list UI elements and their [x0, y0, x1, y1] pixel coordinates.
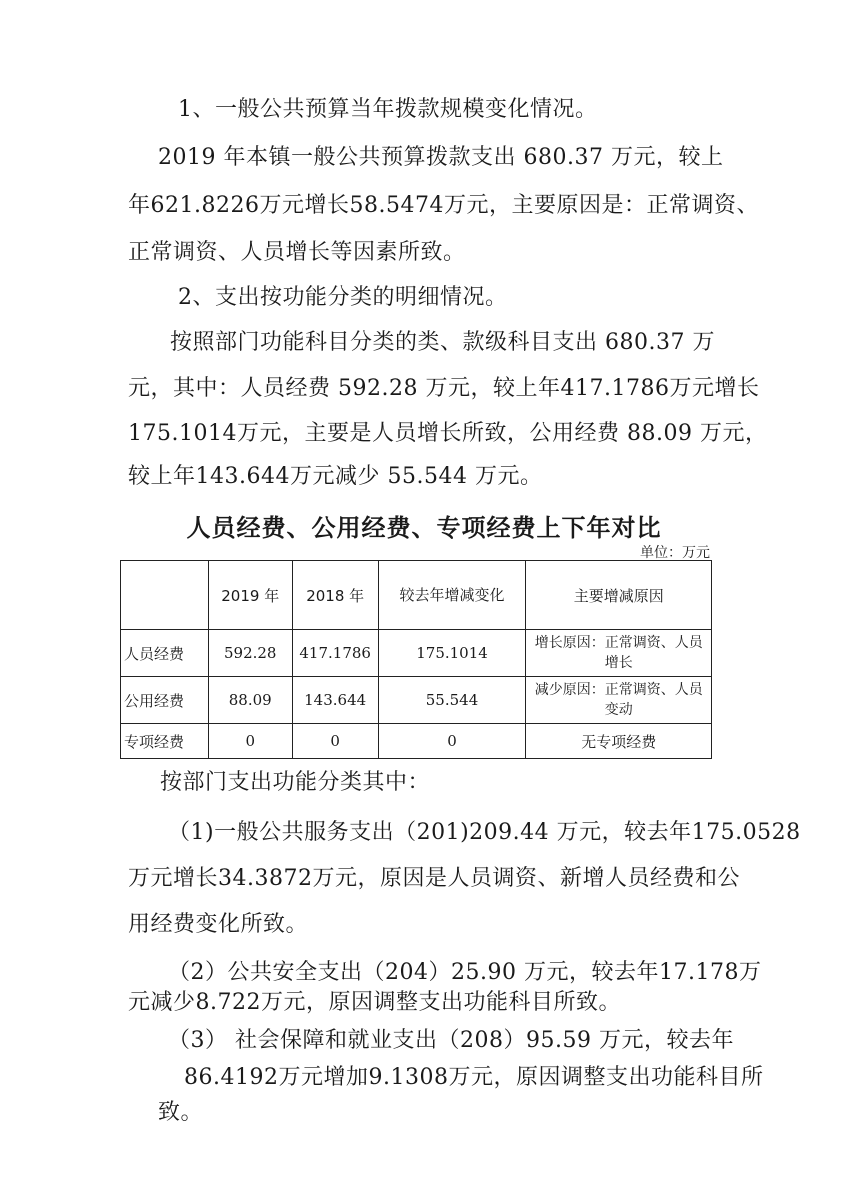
header-cell	[121, 561, 209, 630]
paragraph-line: 86.4192万元增加9.1308万元，原因调整支出功能科目所	[184, 1065, 764, 1090]
header-cell: 2018 年	[292, 561, 378, 630]
paragraph-line: 正常调资、人员增长等因素所致。	[128, 240, 466, 265]
table-cell: 417.1786	[292, 630, 378, 677]
paragraph-line: 175.1014万元，主要是人员增长所致，公用经费 88.09 万元，	[128, 421, 768, 446]
paragraph-line: 2019 年本镇一般公共预算拨款支出 680.37 万元，较上	[158, 145, 724, 170]
table-cell: 0	[378, 724, 526, 759]
table-cell: 175.1014	[378, 630, 526, 677]
header-cell: 主要增减原因	[526, 561, 712, 630]
paragraph-line: 致。	[158, 1100, 204, 1125]
reason-cell: 减少原因：正常调资、人员变动	[526, 677, 712, 724]
comparison-table	[120, 560, 712, 759]
heading-2: 2、支出按功能分类的明细情况。	[178, 285, 508, 310]
table-cell: 55.544	[378, 677, 526, 724]
table-row	[121, 630, 712, 677]
paragraph-line: 万元增长34.3872万元，原因是人员调资、新增人员经费和公	[128, 866, 740, 891]
reason-cell: 增长原因：正常调资、人员增长	[526, 630, 712, 677]
reason-cell: 无专项经费	[526, 724, 712, 759]
row-label: 公用经费	[121, 677, 209, 724]
table-cell: 143.644	[292, 677, 378, 724]
row-label: 专项经费	[121, 724, 209, 759]
paragraph-line: 较上年143.644万元减少 55.544 万元。	[128, 464, 543, 489]
header-cell: 2019 年	[208, 561, 292, 630]
table-cell: 0	[208, 724, 292, 759]
unit-label: 单位：万元	[640, 545, 710, 561]
table-row	[121, 677, 712, 724]
header-cell: 较去年增减变化	[378, 561, 526, 630]
row-label: 人员经费	[121, 630, 209, 677]
paragraph-line: （2）公共安全支出（204）25.90 万元，较去年17.178万	[168, 960, 762, 985]
table-cell: 592.28	[208, 630, 292, 677]
heading-1: 1、一般公共预算当年拨款规模变化情况。	[178, 97, 598, 122]
paragraph-line: 按照部门功能科目分类的类、款级科目支出 680.37 万	[170, 330, 715, 355]
table-row	[121, 724, 712, 759]
table-title: 人员经费、公用经费、专项经费上下年对比	[186, 514, 662, 542]
paragraph-line: （3） 社会保障和就业支出（208）95.59 万元，较去年	[168, 1028, 734, 1053]
table-cell: 0	[292, 724, 378, 759]
paragraph-line: （1)一般公共服务支出（201)209.44 万元，较去年175.0528	[168, 820, 801, 845]
table-header-row	[121, 561, 712, 630]
paragraph-line: 元减少8.722万元，原因调整支出功能科目所致。	[128, 990, 621, 1015]
paragraph-line: 年621.8226万元增长58.5474万元，主要原因是：正常调资、	[128, 193, 759, 218]
paragraph-line: 按部门支出功能分类其中：	[160, 770, 431, 795]
table-cell: 88.09	[208, 677, 292, 724]
paragraph-line: 用经费变化所致。	[128, 912, 309, 937]
paragraph-line: 元，其中：人员经费 592.28 万元，较上年417.1786万元增长	[128, 376, 760, 401]
